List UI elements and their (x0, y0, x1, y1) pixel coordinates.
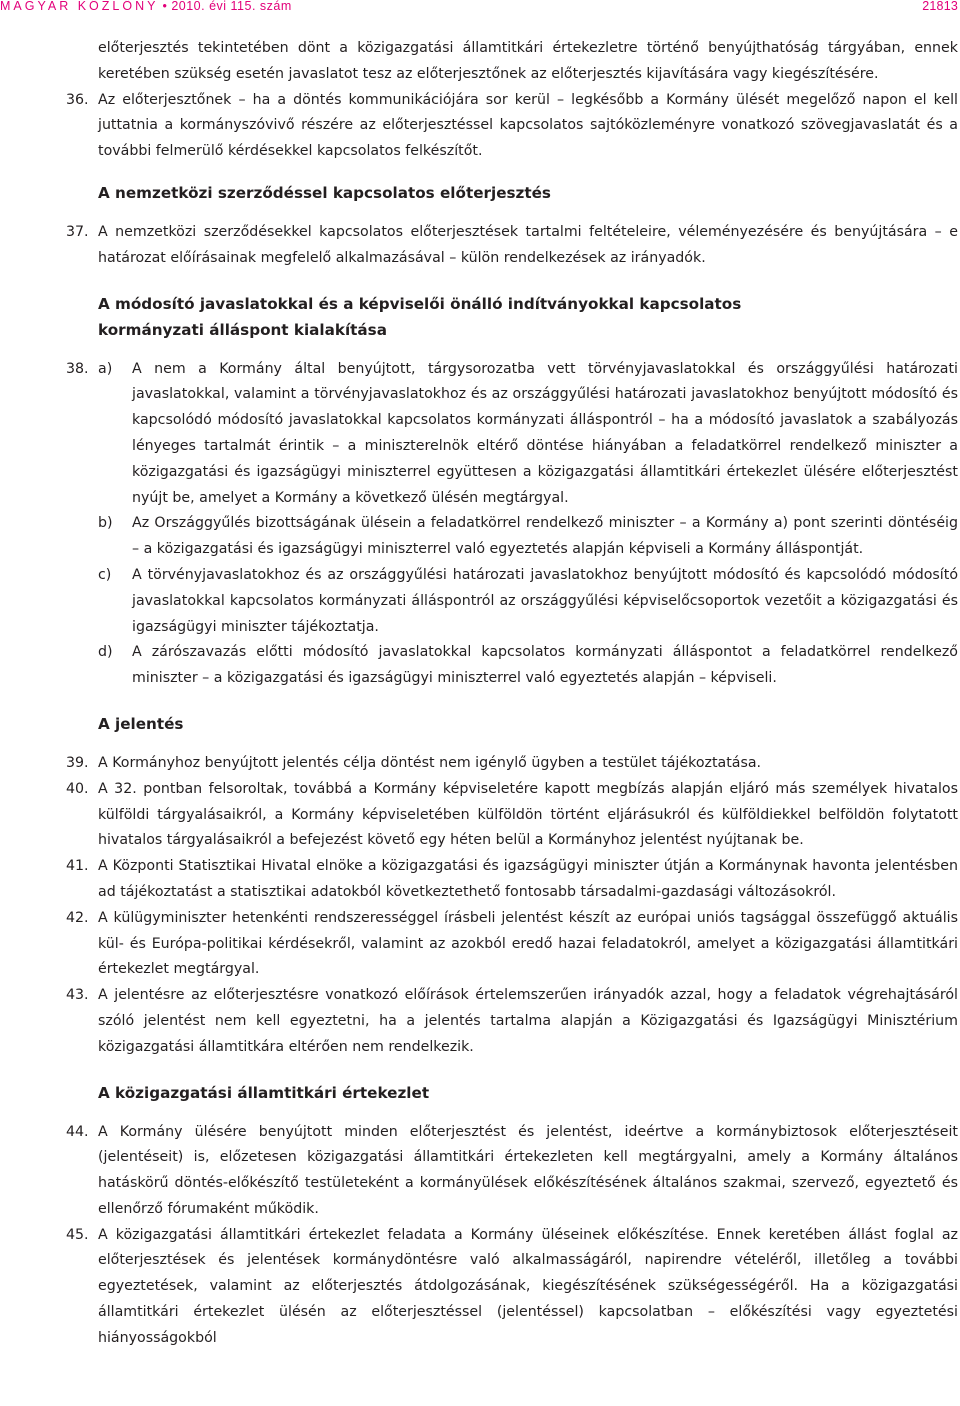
item-text: Az Országgyűlés bizottságának ülésein a feladatkörrel rendelkező miniszter – a Kormány a) pont szerinti döntéséig – a közigazgatási és igazságügyi miniszterrel való egyeztetés alapján képviseli a Kormány álláspontját. (132, 515, 958, 558)
paragraph-45 (66, 1223, 958, 1352)
item-letter: b) (98, 515, 113, 532)
paragraph-38-d (66, 640, 958, 692)
paragraph-text: A 32. pontban felsoroltak, továbbá a Kormány képviseletére kapott megbízás alapján eljáró más személyek hivatalos külföldi tárgyalásaikról, a Kormány képviseletében külföldön történt eljárásukról és külföldiekkel belföldön folytatott hivatalos tárgyalásaikról a befejezést követő egy héten belül a Kormányhoz jelentést nyújtanak be. (98, 780, 958, 849)
paragraph-37 (66, 220, 958, 272)
page-header (0, 0, 960, 14)
paragraph-text: A jelentésre az előterjesztésre vonatkozó előírások értelemszerűen irányadók azzal, hogy a feladatok végrehajtásáról szóló jelentést nem kell egyeztetni, ha a jelentés tartalma alapján a Közigazgatási és Igazságügyi Minisztérium közigazgatási államtitkára eltérően nem rendelkezik. (98, 987, 958, 1055)
paragraph-36 (66, 88, 958, 165)
paragraph-38-b (66, 511, 958, 563)
paragraph-number: 42. (66, 909, 89, 926)
paragraph-38-c (66, 563, 958, 640)
paragraph-43 (66, 983, 958, 1060)
section-heading-state-secretaries: A közigazgatási államtitkári értekezlet (98, 1083, 430, 1102)
section-heading-amendments: A módosító javaslatokkal és a képviselői önálló indítványokkal kapcsolatos kormányzati álláspont kialakítása (98, 294, 742, 339)
item-letter: c) (98, 566, 112, 583)
paragraph-41 (66, 854, 958, 906)
paragraph-40 (66, 777, 958, 854)
paragraph-number: 38. (66, 360, 89, 377)
item-letter: a) (98, 360, 113, 377)
issue-label: 2010. évi 115. szám (171, 0, 292, 13)
paragraph-number: 43. (66, 987, 89, 1004)
paragraph-number: 36. (66, 91, 89, 108)
paragraph-text: Az előterjesztőnek – ha a döntés kommunikációjára sor kerül – legkésőbb a Kormány ülését megelőző napon el kell juttatnia a kormányszóvivő részére az előterjesztéssel kapcsolatos sajtóközleményre vonatkozó szövegjavaslatát és a további felmerülő kérdésekkel kapcsolatos felkészítőt. (98, 91, 958, 160)
paragraph-number: 41. (66, 858, 89, 875)
paragraph-number: 37. (66, 223, 89, 240)
paragraph-text: A nemzetközi szerződésekkel kapcsolatos előterjesztések tartalmi feltételeire, véleményezésére és benyújtására – e határozat előírásainak megfelelő alkalmazásával – külön rendelkezések az irányadók. (98, 223, 958, 266)
paragraph-44 (66, 1120, 958, 1223)
header-left (0, 0, 292, 13)
item-text: A nem a Kormány által benyújtott, tárgysorozatba vett törvényjavaslatokkal és országgyűlési határozati javaslatokkal, valamint a törvényjavaslatokhoz és az országgyűlési határozati javaslatokhoz benyújtott módosító és kapcsolódó módosító javaslatokkal kapcsolatos kormányzati álláspontról – ha a módosító javaslatok a szabályozás lényeges tartalmát érintik – a miniszterelnök eltérő döntése hiányában a feladatkörrel rendelkező miniszter a közigazgatási és igazságügyi miniszterrel együttesen a közigazgatási államtitkári értekezlet ülésére előterjesztést nyújt be, amelyet a Kormány a következő ülésén megtárgyal. (132, 360, 958, 506)
paragraph-number: 40. (66, 780, 89, 797)
section-heading-treaty: A nemzetközi szerződéssel kapcsolatos előterjesztés (98, 183, 551, 202)
intro-paragraph: előterjesztés tekintetében dönt a közigazgatási államtitkári értekezletre történő benyújthatóság tárgyában, ennek keretében szükség esetén javaslatot tesz az előterjesztőnek az előterjesztés kijavítására vagy kiegészítésére. (98, 40, 958, 82)
paragraph-text: A külügyminiszter hetenkénti rendszerességgel írásbeli jelentést készít az európai uniós tagsággal összefüggő aktuális kül- és Európa-politikai kérdésekről, valamint az azokból eredő hazai feladatokról, amelyet a közigazgatási államtitkári értekezlet megtárgyal. (98, 909, 958, 978)
page-number: 21813 (922, 0, 958, 13)
item-text: A törvényjavaslatokhoz és az országgyűlési határozati javaslatokhoz benyújtott módosító és kapcsolódó módosító javaslatokkal kapcsolatos kormányzati álláspontról az országgyűlési képviselőcsoportok vezetőit a közigazgatási és igazságügyi miniszter tájékoztatja. (132, 566, 958, 635)
paragraph-text: A Kormányhoz benyújtott jelentés célja döntést nem igénylő ügyben a testület tájékoztatása. (98, 754, 762, 771)
paragraph-42 (66, 906, 958, 983)
header-bullet: • (162, 0, 168, 13)
paragraph-text: A Központi Statisztikai Hivatal elnöke a közigazgatási és igazságügyi miniszter útján a Kormánynak havonta jelentésben ad tájékoztatást a statisztikai adatokból következtethető fontosabb társadalmi-gazdasági változásokról. (98, 858, 958, 900)
paragraph-39 (66, 751, 958, 777)
section-heading-report: A jelentés (98, 714, 184, 733)
item-letter: d) (98, 644, 113, 661)
page-body (66, 36, 958, 1352)
journal-title: MAGYAR KÖZLÖNY (0, 0, 159, 13)
paragraph-text: A Kormány ülésére benyújtott minden előterjesztést és jelentést, ideértve a kormánybiztosok előterjesztéseit (jelentéseit) is, előzetesen közigazgatási államtitkári értekezleten kell megtárgyalni, amely a Kormány általános hatáskörű döntés-előkészítő testületeként a kormányülések előkészítésének általános szakmai, szervező, egyeztető és ellenőrző fórumaként működik. (98, 1123, 958, 1217)
paragraph-number: 39. (66, 754, 89, 771)
paragraph-text: A közigazgatási államtitkári értekezlet feladata a Kormány üléseinek előkészítése. Ennek keretében állást foglal az előterjesztések és jelentések kormánydöntésre való alkalmasságáról, napirendre vételéről, illetőleg a további egyeztetések, valamint az előterjesztés átdolgozásának, kiegészítésének szükségességéről. Ha a közigazgatási államtitkári értekezlet ülésén az előterjesztéssel (jelentéssel) kapcsolatban – előkészítési vagy egyeztetési hiányosságokból (98, 1226, 958, 1346)
item-text: A zárószavazás előtti módosító javaslatokkal kapcsolatos kormányzati álláspontot a feladatkörrel rendelkező miniszter – a közigazgatási és igazságügyi miniszterrel való egyeztetés alapján – képviseli. (132, 644, 958, 687)
paragraph-number: 44. (66, 1123, 89, 1140)
paragraph-38-a (66, 357, 958, 512)
paragraph-number: 45. (66, 1226, 89, 1243)
